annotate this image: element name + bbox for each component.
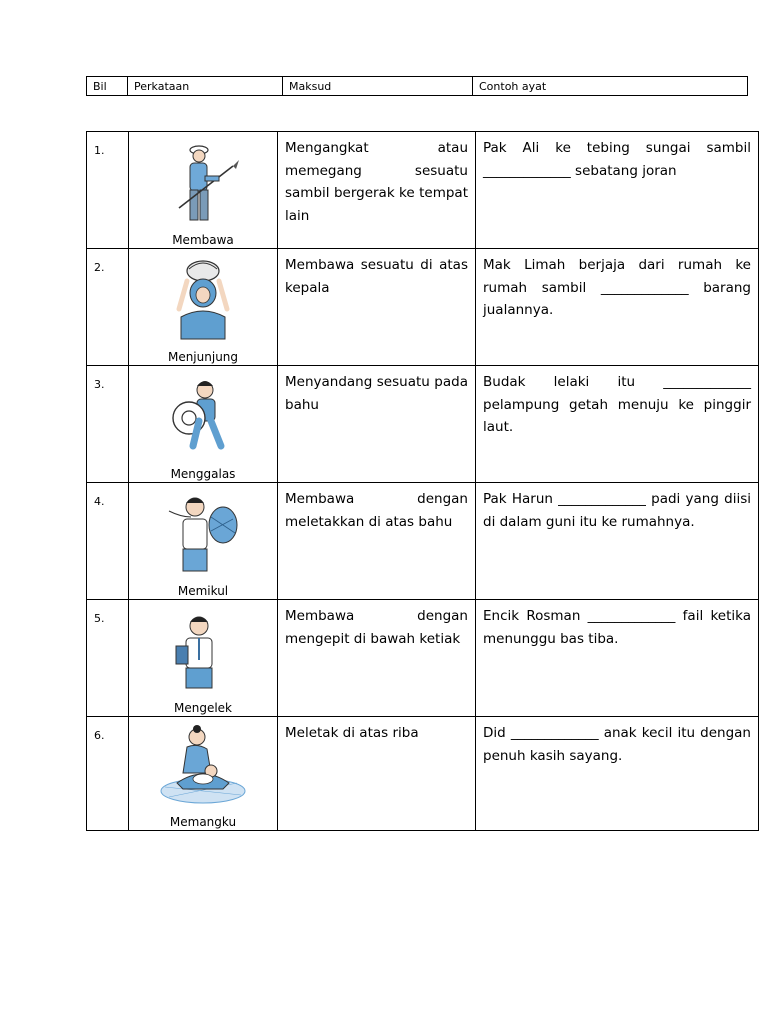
meaning-text: Meletak di atas riba <box>278 717 476 831</box>
word-label: Memangku <box>169 815 237 829</box>
row-number: 2. <box>87 249 129 366</box>
word-label: Memikul <box>177 584 229 598</box>
table-row <box>87 717 759 831</box>
header-maksud: Maksud <box>283 77 473 96</box>
example-sentence: Mak Limah berjaja dari rumah ke rumah sambil _____________ barang jualannya. <box>476 249 759 366</box>
word-label: Membawa <box>172 233 234 247</box>
example-sentence: Encik Rosman _____________ fail ketika menunggu bas tiba. <box>476 600 759 717</box>
header-table <box>86 76 748 96</box>
word-picture-cell <box>129 483 278 600</box>
header-bil: Bil <box>87 77 128 96</box>
word-label: Mengelek <box>173 701 232 715</box>
row-number: 1. <box>87 132 129 249</box>
row-number: 3. <box>87 366 129 483</box>
word-label: Menggalas <box>170 467 236 481</box>
header-contoh: Contoh ayat <box>473 77 748 96</box>
meaning-text: Menyandang sesuatu pada bahu <box>278 366 476 483</box>
example-sentence: Pak Ali ke tebing sungai sambil _____________ sebatang joran <box>476 132 759 249</box>
word-picture-cell <box>129 249 278 366</box>
row-number: 6. <box>87 717 129 831</box>
woman-carrying-basket-on-head-icon <box>159 257 247 349</box>
woman-holding-child-on-lap-icon <box>159 725 247 817</box>
man-holding-file-under-arm-icon <box>159 608 247 700</box>
header-perkataan: Perkataan <box>128 77 283 96</box>
meaning-text: Mengangkat atau memegang sesuatu sambil bergerak ke tempat lain <box>278 132 476 249</box>
table-row <box>87 483 759 600</box>
row-number: 5. <box>87 600 129 717</box>
word-picture-cell <box>129 717 278 831</box>
table-row <box>87 132 759 249</box>
meaning-text: Membawa sesuatu di atas kepala <box>278 249 476 366</box>
row-number: 4. <box>87 483 129 600</box>
table-row <box>87 249 759 366</box>
man-carrying-sack-on-shoulder-icon <box>159 491 247 583</box>
boy-carrying-float-on-shoulder-icon <box>159 374 247 466</box>
word-picture-cell <box>129 366 278 483</box>
header-row <box>87 77 748 96</box>
table-row <box>87 366 759 483</box>
word-picture-cell <box>129 600 278 717</box>
example-sentence: Budak lelaki itu _____________ pelampung getah menuju ke pinggir laut. <box>476 366 759 483</box>
word-picture-cell <box>129 132 278 249</box>
table-row <box>87 600 759 717</box>
meaning-text: Membawa dengan meletakkan di atas bahu <box>278 483 476 600</box>
word-label: Menjunjung <box>167 350 239 364</box>
man-carrying-fishing-rod-icon <box>159 140 247 232</box>
example-sentence: Pak Harun _____________ padi yang diisi di dalam guni itu ke rumahnya. <box>476 483 759 600</box>
meaning-text: Membawa dengan mengepit di bawah ketiak <box>278 600 476 717</box>
example-sentence: Did _____________ anak kecil itu dengan penuh kasih sayang. <box>476 717 759 831</box>
vocabulary-table <box>86 131 759 831</box>
